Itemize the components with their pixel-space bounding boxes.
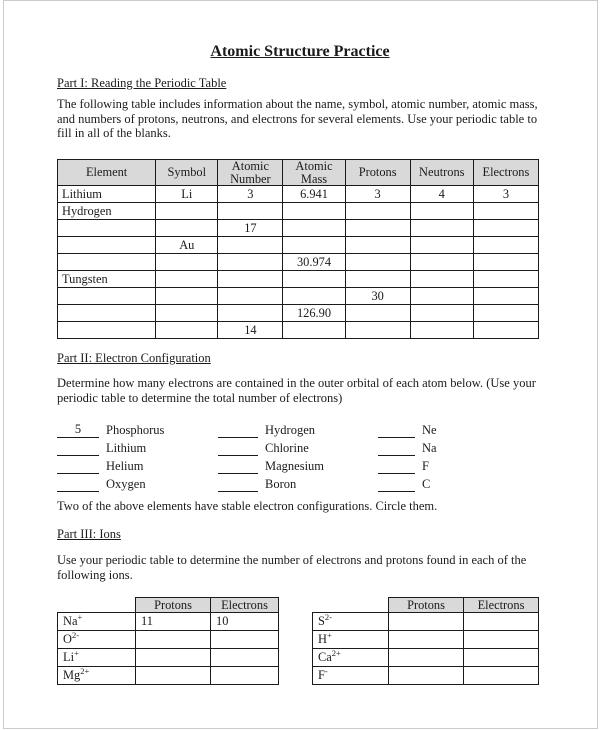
part1-table: [57, 159, 539, 339]
part1-heading: Part I: Reading the Periodic Table: [57, 76, 227, 90]
value-cell: [218, 271, 283, 288]
element-label: Boron: [265, 477, 297, 491]
protons-cell: [389, 631, 464, 649]
value-cell: [345, 271, 410, 288]
ion-table-left: [57, 597, 279, 685]
value-cell: [218, 305, 283, 322]
table-row: [58, 237, 539, 254]
column-header: Protons: [345, 160, 410, 186]
ion-row: [58, 613, 279, 631]
element-label: Hydrogen: [265, 423, 315, 437]
value-cell: [345, 237, 410, 254]
element-label: Lithium: [106, 441, 147, 455]
element-cell: [58, 254, 156, 271]
part2-column-3: [378, 420, 437, 492]
value-cell: [345, 254, 410, 271]
column-header: Electrons: [473, 160, 538, 186]
element-blank-row: [57, 456, 164, 474]
electrons-cell: [464, 667, 539, 685]
value-cell: [345, 305, 410, 322]
column-header: Atomic Mass: [283, 160, 345, 186]
element-blank-row: [378, 438, 437, 456]
column-header: Element: [58, 160, 156, 186]
value-cell: [473, 254, 538, 271]
element-cell: [58, 237, 156, 254]
element-blank-row: [378, 456, 437, 474]
ion-row: [58, 631, 279, 649]
protons-cell: [136, 667, 211, 685]
ion-label: Na+: [58, 613, 136, 631]
column-header: Electrons: [211, 598, 279, 613]
element-label: Magnesium: [265, 459, 325, 473]
value-cell: [283, 220, 345, 237]
value-cell: 6.941: [283, 186, 345, 203]
ion-table-right: [312, 597, 539, 685]
value-cell: [410, 305, 473, 322]
table-row: [58, 254, 539, 271]
electrons-cell: [464, 613, 539, 631]
value-cell: [283, 203, 345, 220]
header-row: [313, 598, 539, 613]
value-cell: 3: [218, 186, 283, 203]
answer-blank: 5: [57, 422, 99, 438]
answer-blank: [57, 476, 99, 492]
value-cell: 4: [410, 186, 473, 203]
electrons-cell: [211, 667, 279, 685]
value-cell: [410, 271, 473, 288]
column-header: Protons: [389, 598, 464, 613]
ion-label: Li+: [58, 649, 136, 667]
electrons-cell: [211, 631, 279, 649]
value-cell: [473, 271, 538, 288]
ion-row: [313, 613, 539, 631]
value-cell: [473, 305, 538, 322]
protons-cell: 11: [136, 613, 211, 631]
value-cell: [345, 203, 410, 220]
value-cell: [410, 237, 473, 254]
element-blank-row: [218, 456, 324, 474]
ion-label: $Mg^{2+}$: [58, 667, 136, 685]
electrons-cell: [464, 649, 539, 667]
value-cell: [156, 322, 218, 339]
corner-cell: [58, 598, 136, 613]
value-cell: [473, 237, 538, 254]
element-cell: Hydrogen: [58, 203, 156, 220]
value-cell: [345, 322, 410, 339]
element-blank-row: [378, 474, 437, 492]
corner-cell: [313, 598, 389, 613]
value-cell: 3: [473, 186, 538, 203]
value-cell: [156, 254, 218, 271]
protons-cell: [136, 631, 211, 649]
element-blank-row: [218, 438, 324, 456]
answer-blank: [218, 458, 258, 474]
table-row: [58, 305, 539, 322]
header-row: [58, 598, 279, 613]
value-cell: [283, 237, 345, 254]
element-blank-row: [57, 474, 164, 492]
answer-blank: [378, 422, 415, 438]
answer-blank: [218, 476, 258, 492]
ion-label: F-: [313, 667, 389, 685]
electrons-cell: 10: [211, 613, 279, 631]
value-cell: [156, 271, 218, 288]
value-cell: Au: [156, 237, 218, 254]
ion-row: [58, 667, 279, 685]
value-cell: 17: [218, 220, 283, 237]
ion-row: [313, 631, 539, 649]
part2-note: Two of the above elements have stable electron configurations. Circle them.: [57, 499, 438, 513]
part2-column-1: [57, 420, 164, 492]
table-row: [58, 322, 539, 339]
table-row: [58, 220, 539, 237]
element-blank-row: [378, 420, 437, 438]
answer-blank: [378, 440, 415, 456]
element-blank-row: [57, 438, 164, 456]
answer-blank: [378, 476, 415, 492]
value-cell: [156, 288, 218, 305]
ion-label: H+: [313, 631, 389, 649]
value-cell: [283, 271, 345, 288]
value-cell: 30.974: [283, 254, 345, 271]
table-row: [58, 288, 539, 305]
protons-cell: [136, 649, 211, 667]
column-header: Electrons: [464, 598, 539, 613]
element-label: Chlorine: [265, 441, 309, 455]
table-row: [58, 271, 539, 288]
ion-label: $S^{2-}$: [313, 613, 389, 631]
column-header: Symbol: [156, 160, 218, 186]
value-cell: Li: [156, 186, 218, 203]
value-cell: [156, 305, 218, 322]
answer-blank: [378, 458, 415, 474]
part3-heading: Part III: Ions: [57, 527, 121, 541]
ion-label: $O^{2-}$: [58, 631, 136, 649]
element-label: Oxygen: [106, 477, 146, 491]
element-blank-row: [57, 420, 164, 438]
part3-intro: Use your periodic table to determine the number of electrons and protons found in each of the following ions.: [57, 553, 527, 582]
element-blank-row: [218, 420, 324, 438]
element-label: F: [422, 459, 429, 473]
ion-row: [313, 667, 539, 685]
column-header: Atomic Number: [218, 160, 283, 186]
value-cell: [473, 288, 538, 305]
value-cell: [218, 203, 283, 220]
element-label: Ne: [422, 423, 437, 437]
element-cell: [58, 305, 156, 322]
part1-intro: The following table includes information about the name, symbol, atomic number, atomic mass, and numbers of protons, neutrons, and electrons for several elements. Use your periodic table to fill in all of the blanks.: [57, 97, 538, 141]
value-cell: [473, 203, 538, 220]
value-cell: [410, 288, 473, 305]
column-header: Neutrons: [410, 160, 473, 186]
value-cell: 3: [345, 186, 410, 203]
element-label: C: [422, 477, 431, 491]
column-header: Protons: [136, 598, 211, 613]
table-row: [58, 186, 539, 203]
element-label: Phosphorus: [106, 423, 165, 437]
value-cell: [218, 288, 283, 305]
element-cell: [58, 288, 156, 305]
value-cell: [410, 203, 473, 220]
value-cell: 30: [345, 288, 410, 305]
answer-blank: [218, 440, 258, 456]
header-row: [58, 160, 539, 186]
ion-label: $Ca^{2+}$: [313, 649, 389, 667]
element-label: Na: [422, 441, 437, 455]
value-cell: [156, 203, 218, 220]
value-cell: 14: [218, 322, 283, 339]
part2-column-2: [218, 420, 324, 492]
electrons-cell: [464, 631, 539, 649]
value-cell: [410, 220, 473, 237]
element-label: Helium: [106, 459, 144, 473]
element-cell: Lithium: [58, 186, 156, 203]
protons-cell: [389, 667, 464, 685]
value-cell: [410, 322, 473, 339]
value-cell: 126.90: [283, 305, 345, 322]
part2-heading: Part II: Electron Configuration: [57, 351, 211, 365]
part2-intro: Determine how many electrons are contained in the outer orbital of each atom below. (Use your periodic table to determine the total number of electrons): [57, 376, 536, 405]
protons-cell: [389, 613, 464, 631]
protons-cell: [389, 649, 464, 667]
value-cell: [345, 220, 410, 237]
value-cell: [156, 220, 218, 237]
page-title: [0, 43, 600, 61]
value-cell: [473, 220, 538, 237]
value-cell: [283, 288, 345, 305]
table-row: [58, 203, 539, 220]
value-cell: [218, 254, 283, 271]
element-cell: [58, 322, 156, 339]
element-cell: [58, 220, 156, 237]
answer-blank: [218, 422, 258, 438]
value-cell: [218, 237, 283, 254]
value-cell: [410, 254, 473, 271]
ion-row: [58, 649, 279, 667]
page-title-text: Atomic Structure Practice: [210, 43, 390, 60]
ion-row: [313, 649, 539, 667]
answer-blank: [57, 440, 99, 456]
element-cell: Tungsten: [58, 271, 156, 288]
value-cell: [283, 322, 345, 339]
element-blank-row: [218, 474, 324, 492]
electrons-cell: [211, 649, 279, 667]
answer-blank: [57, 458, 99, 474]
value-cell: [473, 322, 538, 339]
